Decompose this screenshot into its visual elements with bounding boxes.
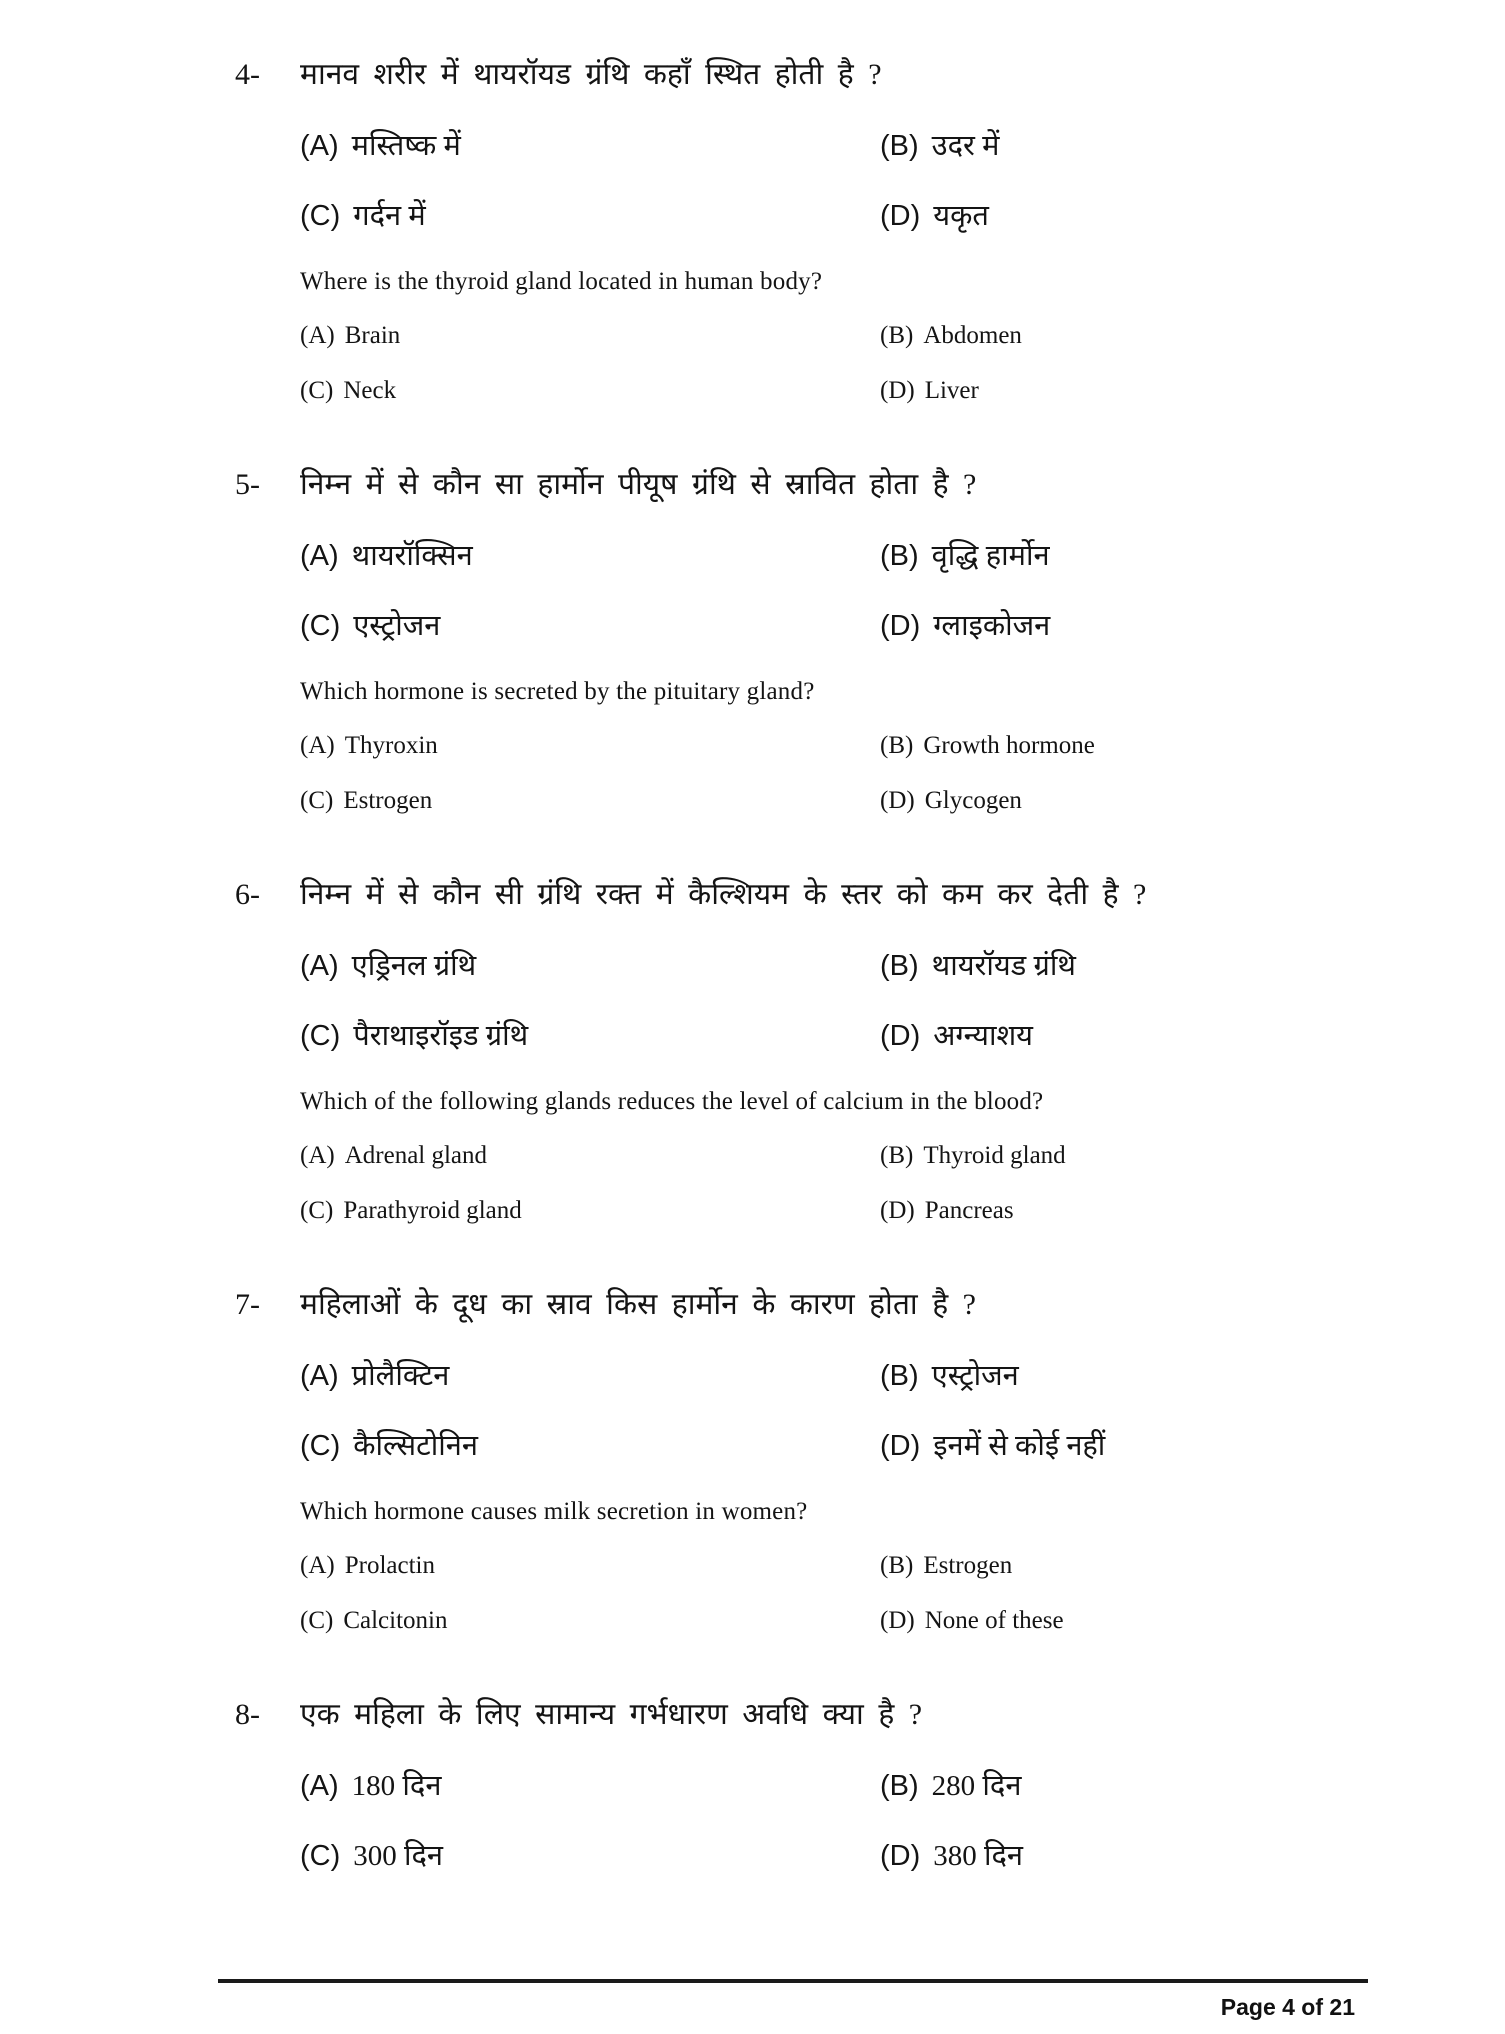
question-6-english-options	[300, 1138, 1425, 1248]
question-4-hindi-row	[235, 52, 1425, 98]
option-c-hindi	[300, 1834, 880, 1878]
question-text-hindi: निम्न में से कौन सी ग्रंथि रक्त में कैल्शियम के स्तर को कम कर देती है ?	[300, 878, 1147, 911]
option-text: एस्ट्रोजन	[931, 1360, 1019, 1392]
question-text-hindi: निम्न में से कौन सा हार्मोन पीयूष ग्रंथि से स्रावित होता है ?	[300, 468, 977, 501]
option-text: Calcitonin	[343, 1607, 448, 1634]
question-7-hindi-options	[300, 1354, 1425, 1494]
option-b-hindi	[880, 534, 1425, 578]
option-label: (D)	[880, 1020, 921, 1052]
question-number: 5-	[235, 468, 260, 501]
option-b-hindi	[880, 1354, 1425, 1398]
option-label: (C)	[300, 200, 341, 232]
option-text: थायरॉयड ग्रंथि	[931, 950, 1076, 982]
option-d-hindi	[880, 1424, 1425, 1468]
question-number: 7-	[235, 1288, 260, 1321]
option-label: (D)	[880, 610, 921, 642]
option-d-hindi	[880, 1834, 1425, 1878]
option-label: (B)	[880, 1360, 919, 1392]
option-text: 180 दिन	[351, 1770, 442, 1802]
option-text: Neck	[343, 377, 397, 404]
option-label: (B)	[880, 950, 919, 982]
option-text: Prolactin	[344, 1552, 435, 1579]
option-a-hindi	[300, 1354, 880, 1398]
page-number: Page 4 of 21	[1220, 1994, 1355, 2020]
option-a-english	[300, 1138, 880, 1173]
option-text: Abdomen	[923, 322, 1022, 349]
question-number: 4-	[235, 58, 260, 91]
question-number: 6-	[235, 878, 260, 911]
option-c-hindi	[300, 604, 880, 648]
question-text-english: Which hormone causes milk secretion in women?	[300, 1498, 808, 1525]
option-d-hindi	[880, 1014, 1425, 1058]
option-text: इनमें से कोई नहीं	[933, 1430, 1106, 1462]
option-d-english	[880, 1603, 1425, 1638]
option-text: ग्लाइकोजन	[933, 610, 1051, 642]
question-8-hindi-row	[235, 1692, 1425, 1738]
option-a-hindi	[300, 1764, 880, 1808]
question-7-english-options	[300, 1548, 1425, 1658]
question-8-hindi-options	[300, 1764, 1425, 1904]
option-d-english	[880, 1193, 1425, 1228]
option-c-english	[300, 1603, 880, 1638]
question-7-hindi-row	[235, 1282, 1425, 1328]
option-label: (D)	[880, 377, 915, 404]
question-4-english-options	[300, 318, 1425, 428]
questions-area	[235, 52, 1425, 1938]
option-label: (A)	[300, 1552, 335, 1579]
option-text: Adrenal gland	[344, 1142, 488, 1169]
option-text: कैल्सिटोनिन	[353, 1430, 478, 1462]
option-text: Liver	[924, 377, 979, 404]
question-text-hindi: एक महिला के लिए सामान्य गर्भधारण अवधि क्या है ?	[300, 1698, 923, 1731]
option-b-hindi	[880, 124, 1425, 168]
option-text: Pancreas	[924, 1197, 1014, 1224]
option-text: Brain	[344, 322, 401, 349]
option-text: 280 दिन	[931, 1770, 1022, 1802]
option-text: थायरॉक्सिन	[351, 540, 473, 572]
question-text-english: Which of the following glands reduces the level of calcium in the blood?	[300, 1088, 1044, 1115]
option-label: (B)	[880, 322, 914, 349]
option-label: (C)	[300, 1020, 341, 1052]
question-4	[235, 52, 1425, 428]
option-text: Glycogen	[924, 787, 1022, 814]
option-label: (C)	[300, 1197, 334, 1224]
option-label: (A)	[300, 1770, 339, 1802]
option-c-english	[300, 783, 880, 818]
option-c-english	[300, 373, 880, 408]
option-label: (C)	[300, 1607, 334, 1634]
option-label: (D)	[880, 200, 921, 232]
option-a-english	[300, 318, 880, 353]
option-text: मस्तिष्क में	[351, 130, 461, 162]
option-label: (C)	[300, 787, 334, 814]
option-label: (B)	[880, 130, 919, 162]
option-text: पैराथाइरॉइड ग्रंथि	[353, 1020, 529, 1052]
option-label: (C)	[300, 610, 341, 642]
option-label: (D)	[880, 787, 915, 814]
question-8	[235, 1692, 1425, 1904]
option-a-hindi	[300, 944, 880, 988]
option-label: (A)	[300, 322, 335, 349]
option-text: एस्ट्रोजन	[353, 610, 441, 642]
option-d-hindi	[880, 604, 1425, 648]
option-label: (A)	[300, 950, 339, 982]
option-a-hindi	[300, 534, 880, 578]
option-text: Thyroid gland	[923, 1142, 1066, 1169]
option-text: उदर में	[931, 130, 1000, 162]
option-label: (B)	[880, 540, 919, 572]
option-label: (D)	[880, 1430, 921, 1462]
option-label: (B)	[880, 1770, 919, 1802]
question-text-english: Where is the thyroid gland located in human body?	[300, 268, 823, 295]
option-a-english	[300, 728, 880, 763]
option-text: None of these	[924, 1607, 1064, 1634]
option-c-hindi	[300, 1014, 880, 1058]
option-label: (C)	[300, 1430, 341, 1462]
option-d-english	[880, 783, 1425, 818]
option-text: Estrogen	[923, 1552, 1013, 1579]
option-text: प्रोलैक्टिन	[351, 1360, 450, 1392]
question-text-english: Which hormone is secreted by the pituitary gland?	[300, 678, 815, 705]
question-4-hindi-options	[300, 124, 1425, 264]
option-text: 380 दिन	[933, 1840, 1024, 1872]
question-6-hindi-row	[235, 872, 1425, 918]
option-label: (A)	[300, 1142, 335, 1169]
option-a-english	[300, 1548, 880, 1583]
option-c-english	[300, 1193, 880, 1228]
question-number: 8-	[235, 1698, 260, 1731]
option-label: (A)	[300, 540, 339, 572]
option-b-english	[880, 728, 1425, 763]
option-c-hindi	[300, 194, 880, 238]
option-label: (D)	[880, 1840, 921, 1872]
option-b-english	[880, 318, 1425, 353]
option-b-english	[880, 1138, 1425, 1173]
option-label: (C)	[300, 1840, 341, 1872]
option-a-hindi	[300, 124, 880, 168]
option-text: यकृत	[933, 200, 989, 232]
option-label: (B)	[880, 732, 914, 759]
option-label: (A)	[300, 732, 335, 759]
option-label: (D)	[880, 1197, 915, 1224]
option-label: (C)	[300, 377, 334, 404]
question-5	[235, 462, 1425, 838]
option-text: Parathyroid gland	[343, 1197, 522, 1224]
option-label: (A)	[300, 1360, 339, 1392]
question-6	[235, 872, 1425, 1248]
option-b-hindi	[880, 1764, 1425, 1808]
option-b-english	[880, 1548, 1425, 1583]
question-5-english-options	[300, 728, 1425, 838]
question-5-hindi-options	[300, 534, 1425, 674]
question-text-hindi: महिलाओं के दूध का स्राव किस हार्मोन के कारण होता है ?	[300, 1288, 976, 1321]
question-6-hindi-options	[300, 944, 1425, 1084]
question-7	[235, 1282, 1425, 1658]
option-text: वृद्धि हार्मोन	[931, 540, 1050, 572]
option-text: Estrogen	[343, 787, 433, 814]
question-text-hindi: मानव शरीर में थायरॉयड ग्रंथि कहाँ स्थित होती है ?	[300, 58, 882, 91]
option-c-hindi	[300, 1424, 880, 1468]
option-label: (B)	[880, 1142, 914, 1169]
option-label: (D)	[880, 1607, 915, 1634]
footer-divider	[218, 1979, 1368, 1983]
option-text: गर्दन में	[353, 200, 426, 232]
option-d-hindi	[880, 194, 1425, 238]
option-label: (A)	[300, 130, 339, 162]
question-5-hindi-row	[235, 462, 1425, 508]
option-text: Growth hormone	[923, 732, 1095, 759]
option-label: (B)	[880, 1552, 914, 1579]
option-text: एड्रिनल ग्रंथि	[351, 950, 477, 982]
option-text: Thyroxin	[344, 732, 438, 759]
option-text: अग्न्याशय	[933, 1020, 1033, 1052]
option-b-hindi	[880, 944, 1425, 988]
option-d-english	[880, 373, 1425, 408]
option-text: 300 दिन	[353, 1840, 444, 1872]
